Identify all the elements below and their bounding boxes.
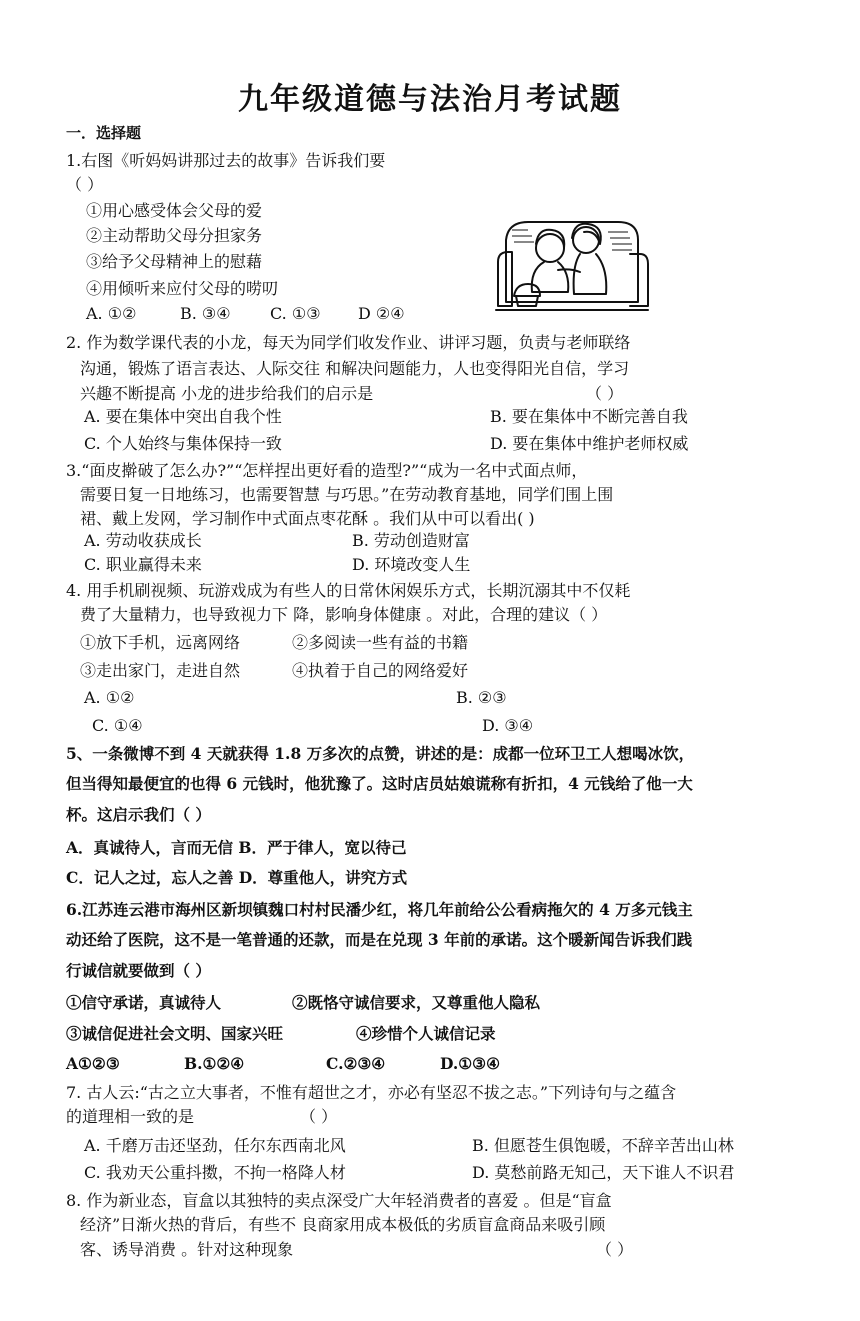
q2-stem-line: 兴趣不断提高 小龙的进步给我们的启示是: [80, 384, 374, 403]
q6-item: ①信守承诺，真诚待人: [66, 993, 222, 1012]
q6-item: ④珍惜个人诚信记录: [356, 1024, 496, 1043]
q2-answer-blank: （ ）: [586, 384, 624, 403]
q2-stem-line: 沟通，锻炼了语言表达、人际交往 和解决问题能力，人也变得阳光自信，学习: [80, 359, 630, 378]
mother-story-illustration: [488, 210, 650, 318]
q4-stem-line: 4. 用手机刷视频、玩游戏成为有些人的日常休闲娱乐方式，长期沉溺其中不仅耗: [66, 581, 631, 600]
q1-answer-blank: （ ）: [66, 175, 104, 194]
q1-option: C. ①③: [270, 304, 321, 323]
q6-item: ②既恪守诚信要求，又尊重他人隐私: [292, 993, 541, 1012]
q4-option: B. ②③: [456, 688, 507, 707]
q2-option: B. 要在集体中不断完善自我: [490, 407, 688, 426]
q3-option: C. 职业赢得未来: [84, 555, 202, 574]
page-title: 九年级道德与法治月考试题: [238, 82, 622, 117]
q5-stem-line: 5、一条微博不到 4 天就获得 1.8 万多次的点赞，讲述的是：成都一位环卫工人想喝冰饮，: [66, 744, 695, 763]
q4-option: D. ③④: [482, 716, 534, 735]
q7-stem-line: 7. 古人云:“古之立大事者，不惟有超世之才，亦必有坚忍不拔之志。”下列诗句与之蕴含: [66, 1083, 677, 1102]
q1-item: ④用倾听来应付父母的唠叨: [86, 279, 279, 298]
q1-option: A. ①②: [86, 304, 137, 323]
q3-stem-line: 裙、戴上发网，学习制作中式面点枣花酥 。我们从中可以看出( ): [80, 509, 535, 528]
q1-item: ①用心感受体会父母的爱: [86, 201, 263, 220]
q2-stem-line: 2. 作为数学课代表的小龙，每天为同学们收发作业、讲评习题，负责与老师联络: [66, 333, 631, 352]
q7-stem-line: 的道理相一致的是: [66, 1107, 195, 1126]
section-heading: 一．选择题: [66, 124, 142, 142]
q4-option: C. ①④: [92, 716, 143, 735]
q6-item: ③诚信促进社会文明、国家兴旺: [66, 1024, 284, 1043]
q4-item: ②多阅读一些有益的书籍: [292, 633, 469, 652]
q6-stem-line: 动还给了医院，这不是一笔普通的还款，而是在兑现 3 年前的承诺。这个暖新闻告诉我们践: [66, 930, 693, 949]
q3-stem-line: 需要日复一日地练习，也需要智慧 与巧思。”在劳动教育基地，同学们围上围: [80, 485, 614, 504]
q6-option: B.①②④: [184, 1054, 245, 1073]
q2-option: C. 个人始终与集体保持一致: [84, 434, 282, 453]
q8-stem-line: 8. 作为新业态，盲盒以其独特的卖点深受广大年轻消费者的喜爱 。但是“盲盒: [66, 1191, 612, 1210]
q7-option: D. 莫愁前路无知己，天下谁人不识君: [472, 1163, 735, 1182]
q6-option: C.②③④: [326, 1054, 386, 1073]
q5-stem-line: 但当得知最便宜的也得 6 元钱时，他犹豫了。这时店员姑娘谎称有折扣，4 元钱给了他一大: [66, 774, 693, 793]
q6-option: D.①③④: [440, 1054, 500, 1073]
q3-option: D. 环境改变人生: [352, 555, 471, 574]
q7-option: A. 千磨万击还坚劲，任尔东西南北风: [84, 1136, 346, 1155]
q6-stem-line: 6.江苏连云港市海州区新坝镇魏口村村民潘少红，将几年前给公公看病拖欠的 4 万多元钱主: [66, 900, 693, 919]
q1-stem: 1.右图《听妈妈讲那过去的故事》告诉我们要: [66, 151, 386, 170]
q8-answer-blank: （ ）: [596, 1240, 634, 1259]
q7-option: B. 但愿苍生俱饱暖，不辞辛苦出山林: [472, 1136, 734, 1155]
q4-option: A. ①②: [84, 688, 135, 707]
q4-stem-line: 费了大量精力，也导致视力下 降，影响身体健康 。对此，合理的建议（ ）: [80, 605, 608, 624]
q7-option: C. 我劝天公重抖擞，不拘一格降人材: [84, 1163, 346, 1182]
q6-stem-line: 行诚信就要做到（ ）: [66, 961, 211, 980]
q2-option: A. 要在集体中突出自我个性: [84, 407, 282, 426]
q1-option: D ②④: [358, 304, 405, 323]
q1-option: B. ③④: [180, 304, 231, 323]
q2-option: D. 要在集体中维护老师权威: [490, 434, 689, 453]
q8-stem-line: 经济”日渐火热的背后，有些不 良商家用成本极低的劣质盲盒商品来吸引顾: [80, 1215, 606, 1234]
q6-option: A①②③: [66, 1054, 120, 1073]
q1-item: ③给予父母精神上的慰藉: [86, 252, 263, 271]
q5-option-line: C．记人之过，忘人之善 D．尊重他人，讲究方式: [66, 868, 408, 887]
q5-stem-line: 杯。这启示我们（ ）: [66, 805, 211, 824]
q5-option-line: A．真诚待人，言而无信 B．严于律人，宽以待己: [66, 838, 407, 857]
q7-answer-blank: （ ）: [300, 1107, 338, 1126]
q8-stem-line: 客、诱导消费 。针对这种现象: [80, 1240, 294, 1259]
q4-item: ④执着于自己的网络爱好: [292, 661, 469, 680]
q3-option: A. 劳动收获成长: [84, 531, 202, 550]
q1-item: ②主动帮助父母分担家务: [86, 226, 263, 245]
q4-item: ①放下手机，远离网络: [80, 633, 241, 652]
q4-item: ③走出家门，走进自然: [80, 661, 241, 680]
q3-option: B. 劳动创造财富: [352, 531, 470, 550]
q3-stem-line: 3.“面皮擀破了怎么办?”“怎样捏出更好看的造型?”“成为一名中式面点师，: [66, 461, 588, 480]
